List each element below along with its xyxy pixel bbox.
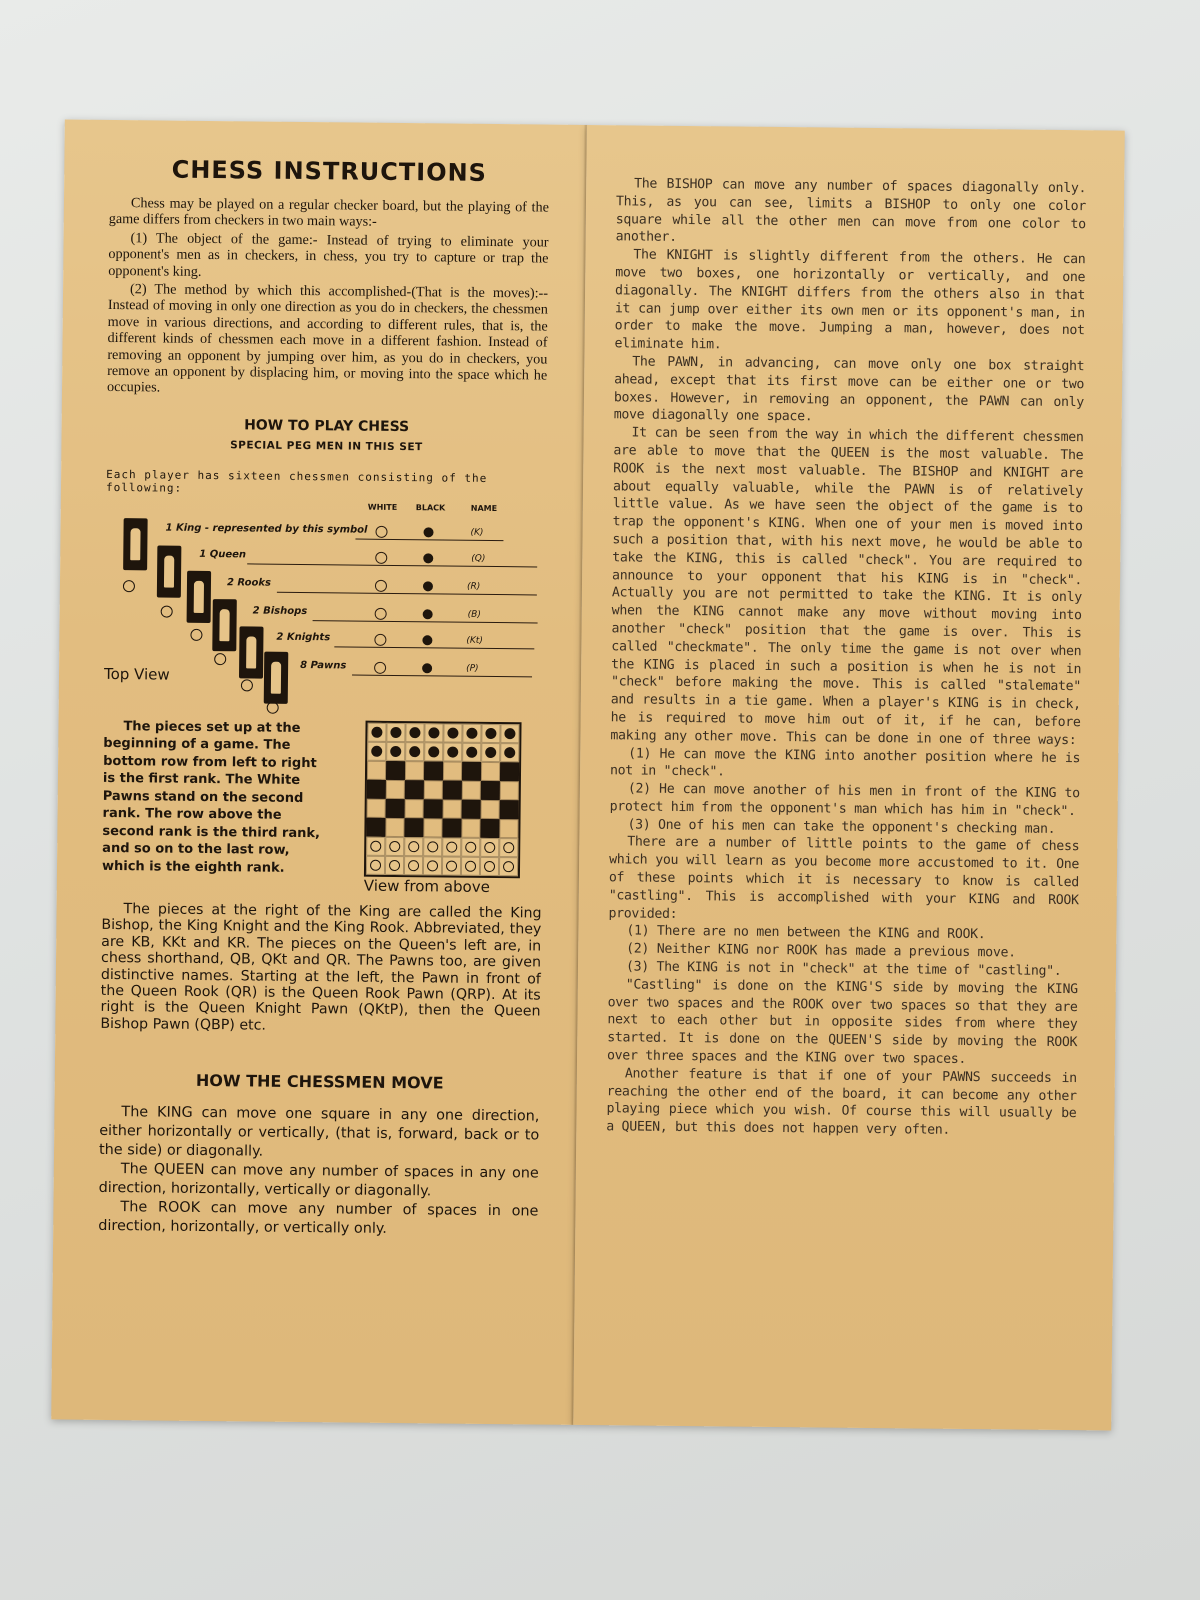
check-escape-3: (3) One of his men can take the opponent's checking man. — [627, 817, 1056, 837]
black-king-symbol — [423, 527, 433, 537]
white-column-header: WHITE — [367, 502, 398, 512]
board-square — [424, 742, 443, 761]
board-square — [499, 838, 518, 857]
board-square — [366, 818, 385, 837]
board-square — [385, 837, 404, 856]
how-to-play-heading: HOW TO PLAY CHESS — [244, 417, 410, 435]
castling-paragraph: "Castling" is done on the KING'S side by moving the KING over two spaces and the ROOK over two spaces so that they are next to each other but in opposite sides from where they started. It is done on the QUEEN'S side by moving the ROOK over three spaces and the KING over two spaces. — [606, 977, 1078, 1068]
board-square — [462, 743, 481, 762]
king-peg-icon — [123, 518, 148, 570]
board-square — [367, 742, 386, 761]
board-square — [405, 761, 424, 780]
bishop-symbol-icon — [214, 653, 226, 665]
board-square — [481, 743, 500, 762]
board-square — [500, 800, 519, 819]
king-move-paragraph: The KING can move one square in any one direction, either horizontally or vertically, (that is, forward, back or to the side) or diagonally. — [98, 1104, 540, 1160]
chessboard-diagram — [364, 721, 522, 879]
board-square — [443, 780, 462, 799]
intro-paragraph: (1) The object of the game:- Instead of trying to eliminate your opponent's men as in checkers, in chess, you try to capture or trap the opponent's king. — [108, 229, 549, 280]
board-square — [500, 743, 519, 762]
white-pawn-symbol — [374, 662, 386, 674]
board-square — [423, 818, 442, 837]
knight-peg-icon — [239, 626, 264, 678]
pawn-peg-icon — [264, 651, 289, 703]
board-square — [405, 723, 424, 742]
board-square — [461, 819, 480, 838]
knight-symbol-icon — [241, 679, 253, 691]
queen-move-paragraph: The QUEEN can move any number of spaces in any one direction, horizontally, vertically or diagonally. — [98, 1161, 539, 1200]
board-square — [366, 856, 385, 875]
left-page — [51, 119, 587, 1424]
castling-rule-2: (2) Neither KING nor ROOK has made a previous move. — [626, 941, 1016, 961]
queen-peg-icon — [157, 545, 182, 597]
board-square — [424, 780, 443, 799]
board-square — [386, 723, 405, 742]
intro-paragraph: (2) The method by which this accomplished-(That is the moves):--Instead of moving in only one direction as you do in checkers, the chessmen move in various directions, and according to different rules, that is, the different kinds of chessmen each move in a different fashion. Instead of removing an opponent by jumping over him, as you do in checkers, you remove an opponent by displacing him, or moving into the space which he occupies. — [106, 281, 549, 396]
board-square — [404, 856, 423, 875]
board-square — [462, 781, 481, 800]
top-view-caption: Top View — [103, 664, 170, 684]
board-square — [443, 742, 462, 761]
board-square — [367, 761, 386, 780]
board-square — [442, 837, 461, 856]
board-square — [442, 818, 461, 837]
check-escape-1: (1) He can move the KING into another position where he is not in "check". — [609, 745, 1081, 780]
board-square — [385, 818, 404, 837]
rook-symbol-icon — [190, 629, 202, 641]
black-bishop-symbol — [423, 609, 433, 619]
queen-symbol-icon — [161, 605, 173, 617]
intro-paragraph: Chess may be played on a regular checker board, but the playing of the game differs from checkers in two main ways:- — [108, 195, 550, 231]
board-square — [424, 799, 443, 818]
notation-paragraph: The pieces at the right of the King are called the King Bishop, the King Knight and the King Rook. Abbreviated, they are KB, KKt and KR. The pieces on the Queen's left are, in chess shorthand, QB, QKt and QR. The Pawns too, are given distinctive names. Starting at the left, the Pawn in front of the Queen Rook (QR) is the Queen Rook Pawn (QRP). At its right is the Queen Knight Pawn (QKtP), then the Queen Bishop Pawn (QBP) etc. — [100, 901, 542, 1034]
check-paragraph: It can be seen from the way in which the different chessmen are able to move that the QUEEN is the most valuable. The ROOK is the next most valuable. The BISHOP and KNIGHT are about equally valuable, while the PAWN is of relatively little value. As we have seen the object of the game is to trap the opponent's KING. When one of your men is moved into such a position that, with his next move, he would be able to take the KING, this is called "check". You are required to announce to your opponent that his KING is in "check". Actually you are not permitted to take the KING. It is only when the KING cannot make any move without moving into another "check" position that the game is over. This is called "checkmate". The only time the game is not over when the KING is placed in such a position is when he is not in "check" before making the move. This is called "stalemate" and results in a tie game. When a player's KING is in check, he is required to move him out of it, if he can, before making any other move. This can be done in one of three ways: — [610, 425, 1084, 748]
legend-row-pawns: 8 Pawns (P) — [300, 660, 544, 681]
legend-row-queen: 1 Queen (Q) — [199, 549, 545, 571]
white-bishop-symbol — [375, 608, 387, 620]
board-square — [461, 838, 480, 857]
bishop-paragraph: The BISHOP can move any number of spaces diagonally only. This, as you can see, limits a BISHOP to only one color square while all the other men can move from one color to another. — [615, 176, 1087, 246]
check-escape-2: (2) He can move another of his men in front of the KING to protect him from the opponent's man which has him in "check". — [609, 781, 1080, 819]
board-square — [481, 781, 500, 800]
board-square — [386, 761, 405, 780]
white-rook-symbol — [375, 580, 387, 592]
instruction-sheet — [51, 119, 1125, 1430]
each-player-text: Each player has sixteen chessmen consisting of the following: — [105, 467, 488, 495]
board-setup-section — [102, 718, 544, 898]
board-square — [499, 819, 518, 838]
board-square — [500, 724, 519, 743]
black-pawn-symbol — [422, 663, 432, 673]
board-square — [404, 818, 423, 837]
setup-text: The pieces set up at the beginning of a game. The bottom row from left to right is the first rank. The White Pawns stand on the second rank. The row above the second rank is the third rank, and so on to the last row, which is the eighth rank. — [101, 719, 321, 876]
board-square — [366, 837, 385, 856]
board-square — [480, 838, 499, 857]
piece-legend — [104, 500, 546, 715]
castling-rule-1: (1) There are no men between the KING and ROOK. — [626, 923, 986, 943]
board-square — [405, 799, 424, 818]
promotion-paragraph: Another feature is that if one of your PAWNS succeeds in reaching the other end of the board, it can become any other playing piece which you wish. Of course this will usually be a QUEEN, but this does not happen very often. — [606, 1066, 1077, 1139]
board-square — [386, 780, 405, 799]
castling-intro-paragraph: There are a number of little points to the game of chess which you will learn as you become more accustomed to it. One of these points which it is necessary to know is called "castling". This is accomplished with your KING and ROOK provided: — [608, 834, 1080, 922]
board-square — [405, 742, 424, 761]
castling-rule-3: (3) The KING is not in "check" at the time of "castling". — [625, 959, 1062, 980]
board-square — [386, 742, 405, 761]
board-square — [462, 800, 481, 819]
board-square — [499, 857, 518, 876]
black-rook-symbol — [423, 581, 433, 591]
board-square — [405, 780, 424, 799]
board-square — [500, 762, 519, 781]
board-square — [367, 723, 386, 742]
legend-row-bishops: 2 Bishops (B) — [253, 605, 545, 626]
rook-move-paragraph: The ROOK can move any number of spaces in one direction, horizontally, or vertically only. — [98, 1199, 539, 1238]
board-square — [386, 799, 405, 818]
black-knight-symbol — [422, 635, 432, 645]
black-queen-symbol — [423, 553, 433, 563]
board-square — [424, 723, 443, 742]
board-square — [423, 856, 442, 875]
legend-row-rooks: 2 Rooks (R) — [227, 577, 545, 598]
black-column-header: BLACK — [415, 503, 446, 513]
board-square — [367, 799, 386, 818]
board-square — [423, 837, 442, 856]
board-square — [442, 856, 461, 875]
board-square — [443, 723, 462, 742]
name-column-header: NAME — [470, 503, 498, 513]
king-symbol-icon — [123, 580, 135, 592]
board-square — [404, 837, 423, 856]
board-square — [481, 724, 500, 743]
board-square — [367, 780, 386, 799]
white-queen-symbol — [375, 552, 387, 564]
right-page — [573, 125, 1125, 1431]
bishop-peg-icon — [212, 599, 237, 651]
board-square — [481, 762, 500, 781]
chessmen-move-heading: HOW THE CHESSMEN MOVE — [195, 1071, 444, 1093]
legend-row-knights: 2 Knights (Kt) — [276, 632, 544, 653]
board-square — [462, 762, 481, 781]
board-square — [500, 781, 519, 800]
view-from-above-caption: View from above — [363, 876, 490, 896]
peg-men-subheading: SPECIAL PEG MEN IN THIS SET — [230, 439, 423, 454]
board-square — [385, 856, 404, 875]
rook-peg-icon — [187, 571, 212, 623]
pawn-symbol-icon — [267, 702, 279, 714]
chessmen-move-section — [98, 1103, 539, 1241]
board-square — [462, 724, 481, 743]
white-king-symbol — [375, 526, 387, 538]
board-square — [443, 799, 462, 818]
white-knight-symbol — [374, 634, 386, 646]
board-square — [480, 819, 499, 838]
pawn-paragraph: The PAWN, in advancing, can move only one box straight ahead, except that its first move can be either one or two boxes. However, in removing an opponent, the PAWN can only move diagonally one space. — [613, 354, 1085, 425]
board-square — [443, 761, 462, 780]
board-square — [481, 800, 500, 819]
page-title: CHESS INSTRUCTIONS — [171, 155, 488, 187]
board-square — [461, 857, 480, 876]
board-square — [424, 761, 443, 780]
legend-row-king: 1 King - represented by this symbol (K) — [165, 522, 545, 544]
board-square — [480, 857, 499, 876]
knight-paragraph: The KNIGHT is slightly different from the others. He can move two boxes, one horizontally or vertically, and one diagonally. The KNIGHT differs from the others also in that it can jump over either its own men or its opponent's man, in order to make the move. Jumping a man, however, does not eliminate him. — [614, 247, 1086, 353]
